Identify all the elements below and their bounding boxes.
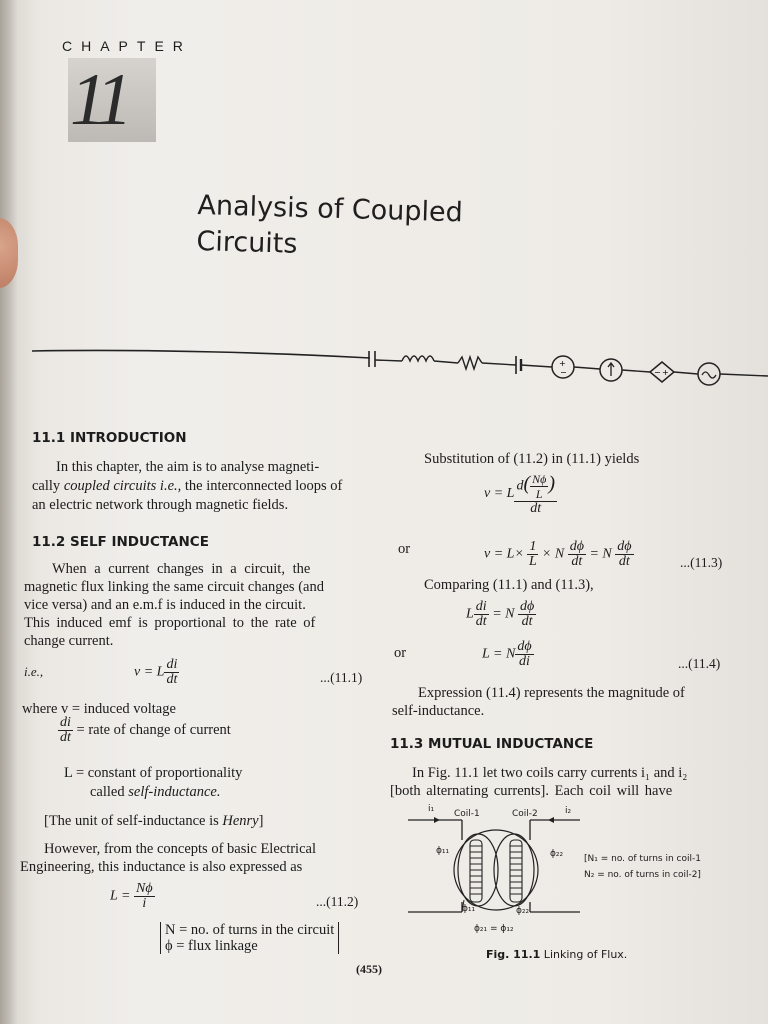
figure-label-phi11: ϕ₁₁ (436, 846, 450, 856)
equation-11-2-number: ...(11.2) (316, 894, 359, 909)
self-ind-line-1: When a current changes in a circuit, the (52, 561, 311, 577)
chapter-title-line1: Analysis of Coupled (197, 189, 464, 229)
equation-11-4-number: ...(11.4) (678, 656, 721, 671)
equation-compare: L $\frac{di}{dt}$ = N $\frac{d\phi}{dt}$ (466, 599, 535, 629)
equation-11-1-number: ...(11.1) (320, 670, 363, 685)
comparing-line: Comparing (11.1) and (11.3), (424, 577, 594, 593)
substitution-line: Substitution of (11.2) in (11.1) yields (424, 451, 640, 467)
circuit-divider-graphic (30, 345, 768, 405)
or-label-2: or (394, 645, 407, 661)
svg-text:−: − (654, 368, 661, 377)
equation-11-4: L = N $\frac{d\phi}{di}$ (482, 639, 532, 669)
bracket-line-1: N = no. of turns in the circuit (165, 922, 335, 938)
figure-note-n1: [N₁ = no. of turns in coil-1 (584, 854, 701, 864)
section-heading-introduction: 11.1 INTRODUCTION (32, 430, 187, 446)
mutual-line-1: In Fig. 11.1 let two coils carry currents i₁ and i₂ (412, 765, 688, 781)
unit-line-c: ] (258, 813, 264, 829)
figure-caption-number: Fig. 11.1 (486, 948, 541, 961)
equation-11-3-number: ...(11.3) (680, 555, 723, 570)
unit-line-a: [The unit of self-inductance is (44, 813, 223, 829)
expression-line-1: Expression (11.4) represents the magnitude of (418, 685, 685, 701)
however-line-1: However, from the concepts of basic Electrical (44, 841, 316, 857)
intro-line-2a: cally (32, 478, 64, 494)
where-line-4 (90, 783, 220, 801)
intro-line-2 (32, 477, 342, 495)
where-line-3: L = constant of proportionality (64, 765, 243, 781)
where-line-2-text: = rate of change of current (76, 721, 231, 738)
self-ind-line-4: This induced emf is proportional to the rate of (24, 615, 316, 631)
figure-note-n2: N₂ = no. of turns in coil-2] (584, 870, 701, 880)
ie-label: i.e., (24, 664, 44, 679)
figure-label-phi22: ϕ₂₂ (550, 849, 564, 859)
where-line-4b: self-inductance. (128, 784, 221, 800)
where-line-1: where v = induced voltage (22, 701, 176, 717)
intro-line-1: In this chapter, the aim is to analyse magneti- (56, 459, 320, 475)
figure-label-i2: i₂ (565, 806, 572, 816)
equation-substitution: v = L d( $\frac{N\phi}{L}$ ) dt (484, 472, 556, 516)
self-ind-line-3: vice versa) and an e.m.f is induced in the circuit. (24, 597, 306, 613)
section-heading-mutual-inductance: 11.3 MUTUAL INDUCTANCE (390, 736, 594, 752)
self-ind-line-2: magnetic flux linking the same circuit changes (and (24, 579, 324, 595)
however-line-2: Engineering, this inductance is also expressed as (20, 859, 303, 875)
figure-caption-text: Linking of Flux. (540, 948, 628, 961)
chapter-title (196, 188, 463, 267)
svg-text:+: + (662, 368, 669, 377)
figure-label-phi22-bottom: ϕ₂₂ (516, 906, 530, 916)
self-ind-line-5: change current. (24, 633, 114, 649)
where-line-2: $\frac{di}{dt}$ = rate of change of current (60, 715, 231, 745)
figure-label-phi21-phi12: ϕ₂₁ = ϕ₁₂ (474, 924, 514, 934)
intro-line-3: an electric network through magnetic fields. (32, 497, 289, 513)
where-line-4a: called (90, 784, 129, 800)
chapter-title-line2: Circuits (196, 225, 298, 260)
figure-label-coil2: Coil-2 (512, 809, 538, 819)
figure-label-coil1: Coil-1 (454, 809, 480, 819)
intro-line-2b: coupled circuits i.e., (63, 478, 182, 494)
chapter-label: CHAPTER (62, 38, 192, 54)
figure-label-phi11-bottom: ϕ₁₁ (462, 904, 476, 914)
equation-11-1: v = L $\frac{di}{dt}$ (134, 657, 178, 687)
figure-caption (486, 948, 627, 961)
equation-11-3: v = L× $\frac{1}{L}$ × N $\frac{d\phi}{dt}$ = N $\frac{d\phi}{dt}$ (484, 539, 632, 569)
figure-label-i1: i₁ (428, 804, 435, 814)
unit-line (44, 812, 263, 830)
svg-text:+: + (559, 359, 566, 368)
expression-line-2: self-inductance. (392, 703, 485, 719)
section-heading-self-inductance: 11.2 SELF INDUCTANCE (32, 534, 209, 550)
equation-11-2: L = $\frac{N\phi}{i}$ (110, 881, 153, 911)
page-gutter-shadow (0, 0, 18, 1024)
page-number: (455) (356, 962, 382, 976)
mutual-line-2: [both alternating currents]. Each coil will have (390, 783, 673, 799)
bracket-line-2: ϕ = flux linkage (165, 938, 258, 954)
bracket-definitions (160, 922, 339, 954)
chapter-number: 11 (70, 59, 127, 141)
svg-text:−: − (560, 368, 567, 377)
unit-line-b: Henry (222, 813, 259, 829)
intro-line-2c: the interconnected loops of (181, 478, 343, 494)
coupled-coils-figure (404, 800, 584, 940)
or-label-1: or (398, 541, 411, 557)
